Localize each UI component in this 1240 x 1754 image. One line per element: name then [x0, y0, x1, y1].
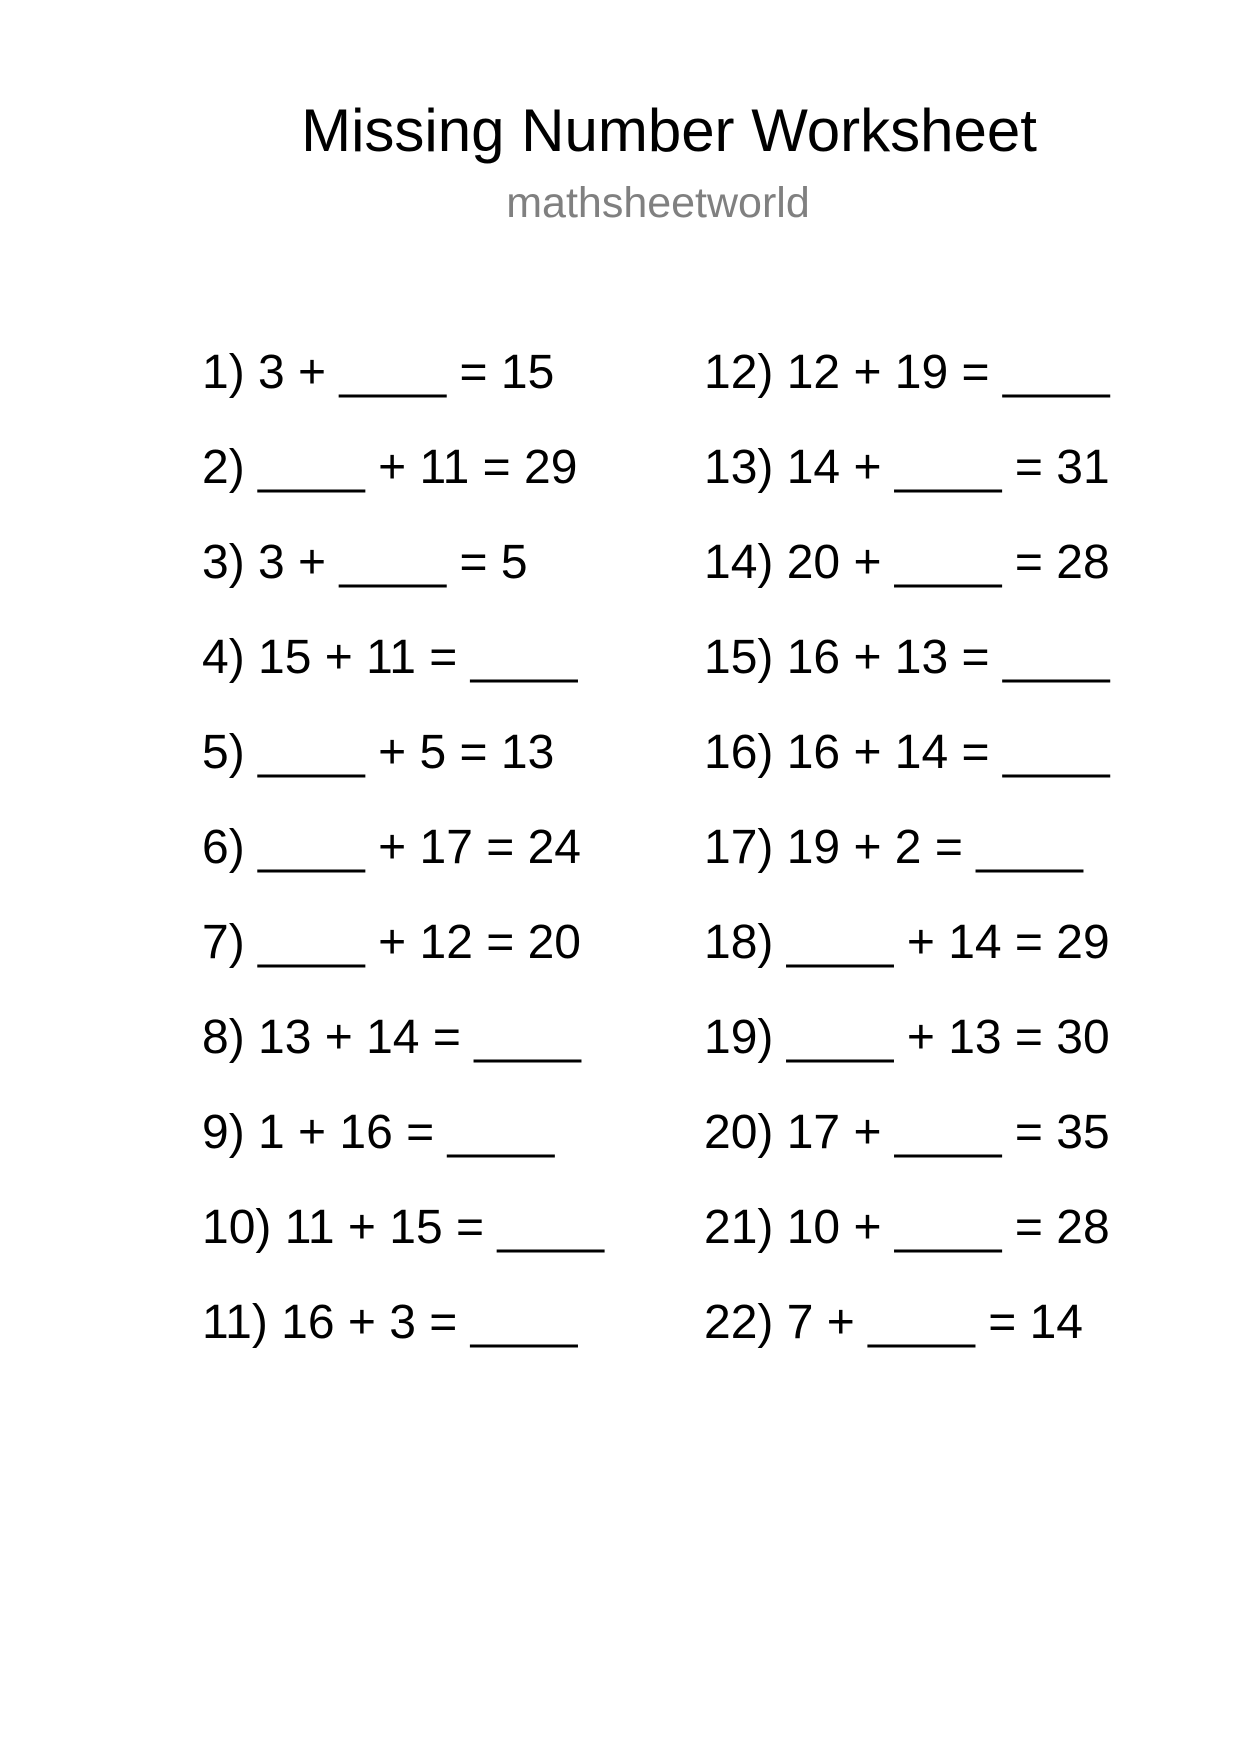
problem-20: 20) 17 + ____ = 35 — [704, 1106, 1110, 1159]
page-title: Missing Number Worksheet — [301, 97, 1037, 164]
problem-16: 16) 16 + 14 = ____ — [704, 726, 1110, 779]
problem-column-right — [704, 346, 1110, 1396]
problem-column-left — [202, 346, 605, 1396]
problem-2: 2) ____ + 11 = 29 — [202, 441, 578, 494]
problem-7: 7) ____ + 12 = 20 — [202, 916, 581, 969]
problem-1: 1) 3 + ____ = 15 — [202, 346, 555, 399]
problem-5: 5) ____ + 5 = 13 — [202, 726, 555, 779]
problem-8: 8) 13 + 14 = ____ — [202, 1011, 581, 1064]
problem-14: 14) 20 + ____ = 28 — [704, 536, 1110, 589]
problem-4: 4) 15 + 11 = ____ — [202, 631, 578, 684]
problem-22: 22) 7 + ____ = 14 — [704, 1296, 1083, 1349]
problem-15: 15) 16 + 13 = ____ — [704, 631, 1110, 684]
problem-12: 12) 12 + 19 = ____ — [704, 346, 1110, 399]
problem-3: 3) 3 + ____ = 5 — [202, 536, 528, 589]
problem-18: 18) ____ + 14 = 29 — [704, 916, 1110, 969]
problem-13: 13) 14 + ____ = 31 — [704, 441, 1110, 494]
problem-10: 10) 11 + 15 = ____ — [202, 1201, 605, 1254]
problem-9: 9) 1 + 16 = ____ — [202, 1106, 555, 1159]
page-subtitle: mathsheetworld — [506, 179, 810, 227]
problem-6: 6) ____ + 17 = 24 — [202, 821, 581, 874]
problem-17: 17) 19 + 2 = ____ — [704, 821, 1083, 874]
problem-19: 19) ____ + 13 = 30 — [704, 1011, 1110, 1064]
problem-11: 11) 16 + 3 = ____ — [202, 1296, 578, 1349]
problem-21: 21) 10 + ____ = 28 — [704, 1201, 1110, 1254]
